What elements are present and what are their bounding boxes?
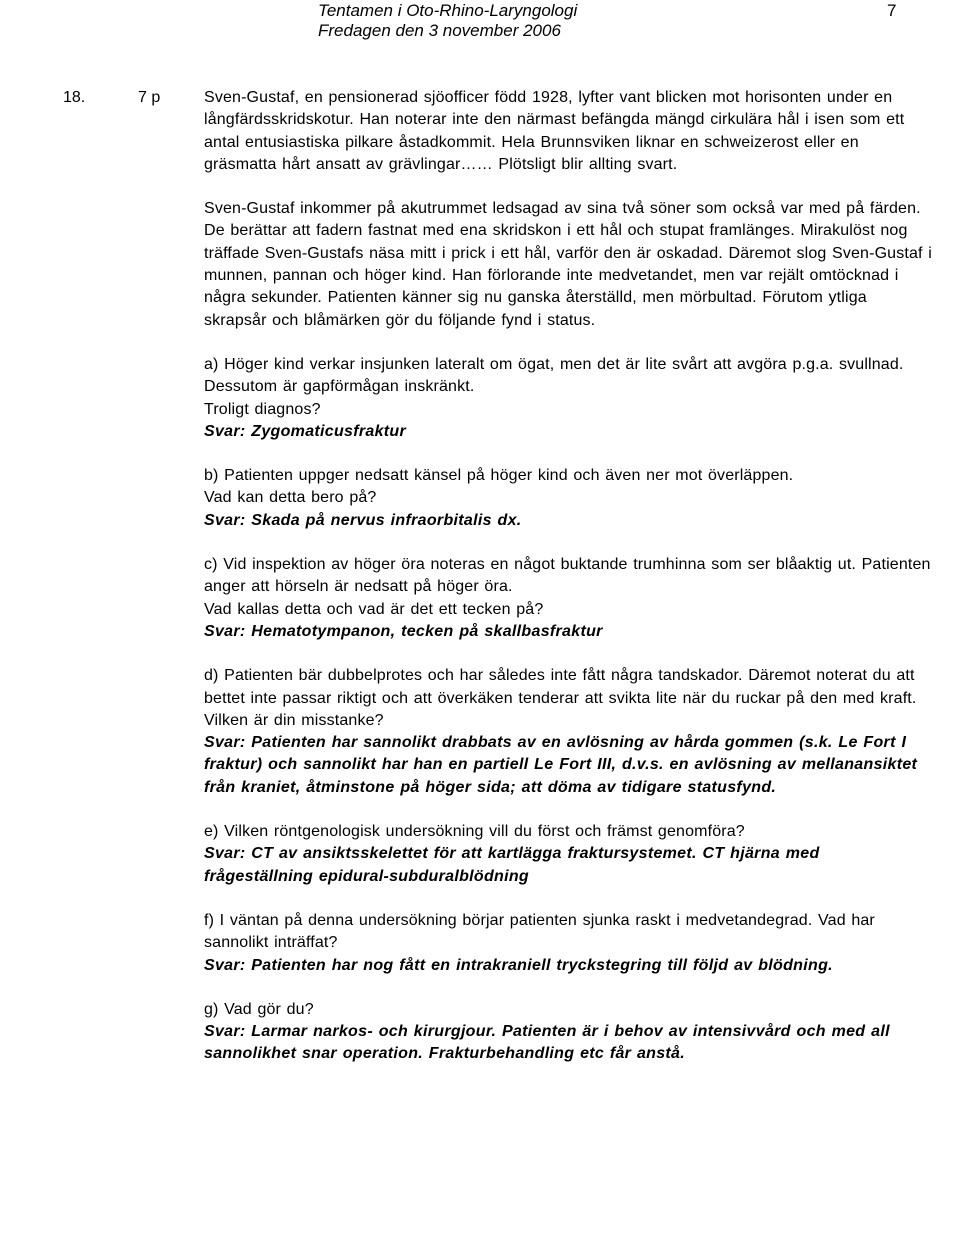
exam-title: Tentamen i Oto-Rhino-Laryngologi <box>318 1 578 20</box>
page-number: 7 <box>887 1 897 20</box>
part-a-question: a) Höger kind verkar insjunken lateralt om ögat, men det är lite svårt att avgöra p.g.a. svullnad. Dessutom är gapförmågan inskränkt. <box>204 355 904 396</box>
part-b-question: b) Patienten uppger nedsatt känsel på höger kind och även ner mot överläppen. <box>204 467 794 485</box>
part-f-question: f) I väntan på denna undersökning börjar patienten sjunka raskt i medvetandegrad. Vad har sannolikt inträffat? <box>204 911 875 952</box>
case-intro: Sven-Gustaf, en pensionerad sjöofficer född 1928, lyfter vant blicken mot horisonten under en långfärdsskridskotur. Han noterar inte den närmast befängda mängd cirkulära hål i isen som ett antal entusiastiska pilkare åstadkommit. Hela Brunnsviken liknar en schweizerost eller en gräsmatta hårt ansatt av grävlingar…… Plötsligt blir allting svart. <box>204 89 905 173</box>
part-b-prompt: Vad kan detta bero på? <box>204 489 377 507</box>
part-d-prompt: Vilken är din misstanke? <box>204 711 384 729</box>
spacer <box>204 332 934 354</box>
part-c-question: c) Vid inspektion av höger öra noteras en något buktande trumhinna som ser blåaktig ut. Patienten anger att hörseln är nedsatt på höger öra. <box>204 556 931 596</box>
spacer <box>204 643 934 665</box>
spacer <box>204 977 934 999</box>
part-f-answer: Svar: Patienten har nog fått en intrakraniell tryckstegring till följd av blödning. <box>204 956 833 974</box>
part-b-answer: Svar: Skada på nervus infraorbitalis dx. <box>204 511 522 529</box>
part-c-prompt: Vad kallas detta och vad är det ett tecken på? <box>204 600 544 618</box>
question-content <box>204 87 934 1066</box>
part-a-prompt: Troligt diagnos? <box>204 400 321 418</box>
part-d-answer: Svar: Patienten har sannolikt drabbats av en avlösning av hårda gommen (s.k. Le Fort I fraktur) och sannolikt har han en partiell Le Fort III, d.v.s. en avlösning av mellanansiktet från kraniet, åtminstone på höger sida; att döma av tidigare statusfynd. <box>204 734 918 796</box>
page-header <box>0 0 960 44</box>
part-g-answer: Svar: Larmar narkos- och kirurgjour. Patienten är i behov av intensivvård och med all sannolikhet snar operation. Frakturbehandling etc får anstå. <box>204 1023 890 1063</box>
question-points: 7 p <box>138 89 161 106</box>
spacer <box>204 888 934 910</box>
question-number: 18. <box>63 89 86 106</box>
spacer <box>204 176 934 198</box>
spacer <box>204 532 934 554</box>
exam-date: Fredagen den 3 november 2006 <box>318 21 561 40</box>
part-e-question: e) Vilken röntgenologisk undersökning vill du först och främst genomföra? <box>204 823 745 841</box>
spacer <box>204 799 934 821</box>
case-continued: Sven-Gustaf inkommer på akutrummet ledsagad av sina två söner som också var med på färden. De berättar att fadern fastnat med ena skridskon i ett hål och stupat framlänges. Mirakulöst nog träffade Sven-Gustafs näsa mitt i prick i ett hål, varför den är oskadad. Däremot slog Sven-Gustaf i munnen, pannan och höger kind. Han förlorande inte medvetandet, men var rejält omtöcknad i några sekunder. Patienten känner sig nu ganska återställd, men mörbultad. Förutom ytliga skrapsår och blåmärken gör du följande fynd i status. <box>204 200 932 329</box>
part-e-answer: Svar: CT av ansiktsskelettet för att kartlägga fraktursystemet. CT hjärna med frågeställning epidural-subduralblödning <box>204 845 820 885</box>
part-a-answer: Svar: Zygomaticusfraktur <box>204 422 407 440</box>
part-c-answer: Svar: Hematotympanon, tecken på skallbasfraktur <box>204 622 603 640</box>
spacer <box>204 443 934 465</box>
part-d-question: d) Patienten bär dubbelprotes och har således inte fått några tandskador. Däremot noterat du att bettet inte passar riktigt och att överkäken tenderar att svikta lite när du ruckar på den med kraft. <box>204 667 917 707</box>
part-g-question: g) Vad gör du? <box>204 1000 314 1018</box>
